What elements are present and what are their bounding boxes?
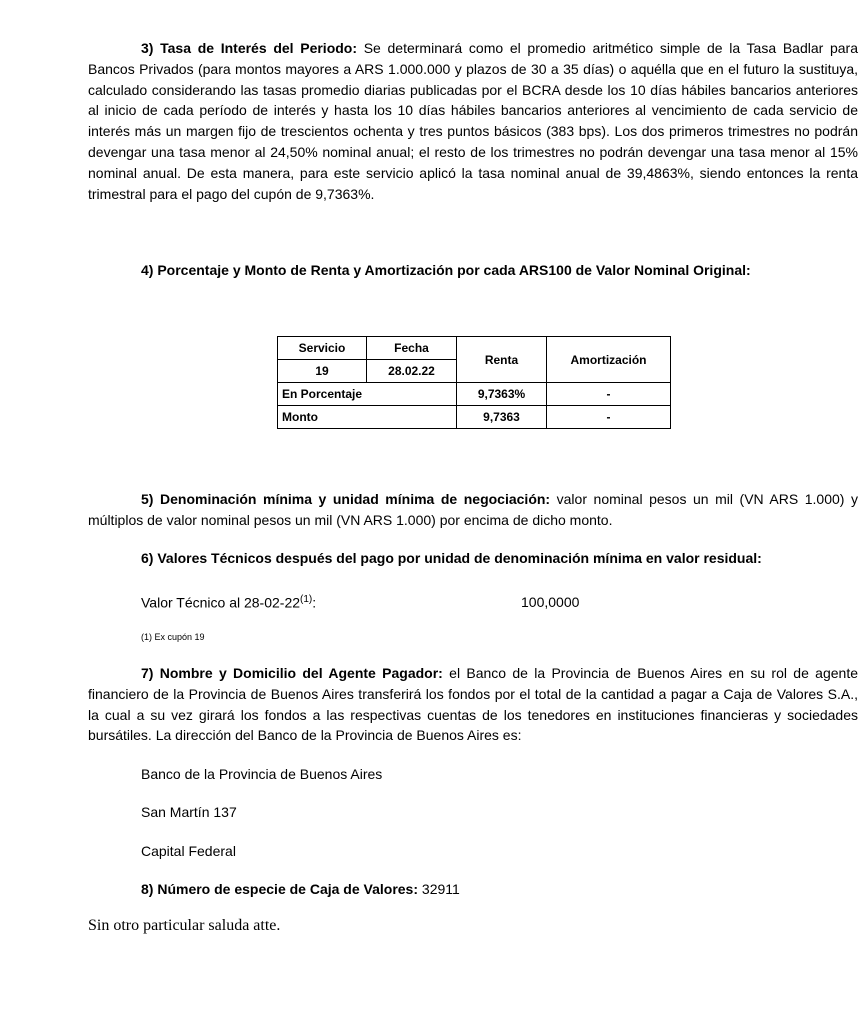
valor-tecnico-value: 100,0000 — [521, 594, 580, 610]
section-8-title: 8) Número de especie de Caja de Valores: — [141, 881, 419, 897]
address-line-3: Capital Federal — [141, 843, 236, 859]
row-monto-amortizacion: - — [547, 406, 671, 429]
cell-fecha: 28.02.22 — [367, 360, 457, 383]
valor-tecnico-label: Valor Técnico al 28-02-22$^{(1)}$: — [141, 594, 317, 611]
section-4-title: 4) Porcentaje y Monto de Renta y Amortización por cada ARS100 de Valor Nominal Original: — [141, 262, 751, 278]
section-5 — [88, 489, 858, 531]
cell-servicio: 19 — [278, 360, 367, 383]
row-porcentaje-renta: 9,7363% — [457, 383, 547, 406]
row-monto-label: Monto — [278, 406, 457, 429]
footnote: (1) Ex cupón 19 — [141, 632, 205, 642]
table-row — [278, 337, 671, 360]
section-8-value: 32911 — [418, 881, 460, 897]
section-3-title: 3) Tasa de Interés del Periodo: — [141, 40, 358, 56]
section-7-body: el Banco de la Provincia de Buenos Aires en su rol de agente financiero de la Provincia de Buenos Aires transferirá los fondos por el total de la cantidad a pagar a Caja de Valores S.A., la cual a su vez girará los fondos a las respectivas cuentas de los tenedores en instituciones financieras y sociedades bursátiles. La dirección del Banco de la Provincia de Buenos Aires es: — [88, 665, 859, 744]
row-monto-renta: 9,7363 — [457, 406, 547, 429]
section-3-body: Se determinará como el promedio aritmético simple de la Tasa Badlar para Bancos Privados (para montos mayores a ARS 1.000.000 y plazos de 30 a 35 días) o aquélla que en el futuro la sustituya, calculado considerando las tasas promedio diarias publicadas por el BCRA desde los 10 días hábiles bancarios anteriores al inicio de cada período de interés y hasta los 10 días hábiles bancarios anteriores al vencimiento de cada servicio de interés más un margen fijo de trescientos ochenta y tres puntos básicos (383 bps). Los dos primeros trimestres no podrán devengar una tasa menor al 24,50% nominal anual; el resto de los trimestres no podrán devengar una tasa menor al 15% nominal anual. De esta manera, para este servicio aplicó la tasa nominal anual de 39,4863%, siendo entonces la renta trimestral para el pago del cupón de 9,7363%. — [88, 40, 858, 202]
address-line-1: Banco de la Provincia de Buenos Aires — [141, 766, 383, 782]
header-servicio: Servicio — [278, 337, 367, 360]
closing-line: Sin otro particular saluda atte. — [88, 917, 281, 934]
table-row — [278, 406, 671, 429]
section-5-title: 5) Denominación mínima y unidad mínima de negociación: — [141, 491, 551, 507]
header-amortizacion: Amortización — [547, 337, 671, 383]
section-6-title: 6) Valores Técnicos después del pago por unidad de denominación mínima en valor residual: — [141, 550, 762, 566]
section-7 — [88, 663, 858, 746]
table-row — [278, 383, 671, 406]
row-porcentaje-label: En Porcentaje — [278, 383, 457, 406]
section-3 — [88, 38, 858, 204]
renta-table — [277, 336, 671, 429]
section-5-body: valor nominal pesos un mil (VN ARS 1.000) y múltiplos de valor nominal pesos un mil (VN ARS 1.000) por encima de dicho monto. — [88, 491, 858, 528]
header-renta: Renta — [457, 337, 547, 383]
address-line-2: San Martín 137 — [141, 804, 237, 820]
section-7-title: 7) Nombre y Domicilio del Agente Pagador: — [141, 665, 443, 681]
row-porcentaje-amortizacion: - — [547, 383, 671, 406]
section-8 — [141, 881, 460, 897]
header-fecha: Fecha — [367, 337, 457, 360]
